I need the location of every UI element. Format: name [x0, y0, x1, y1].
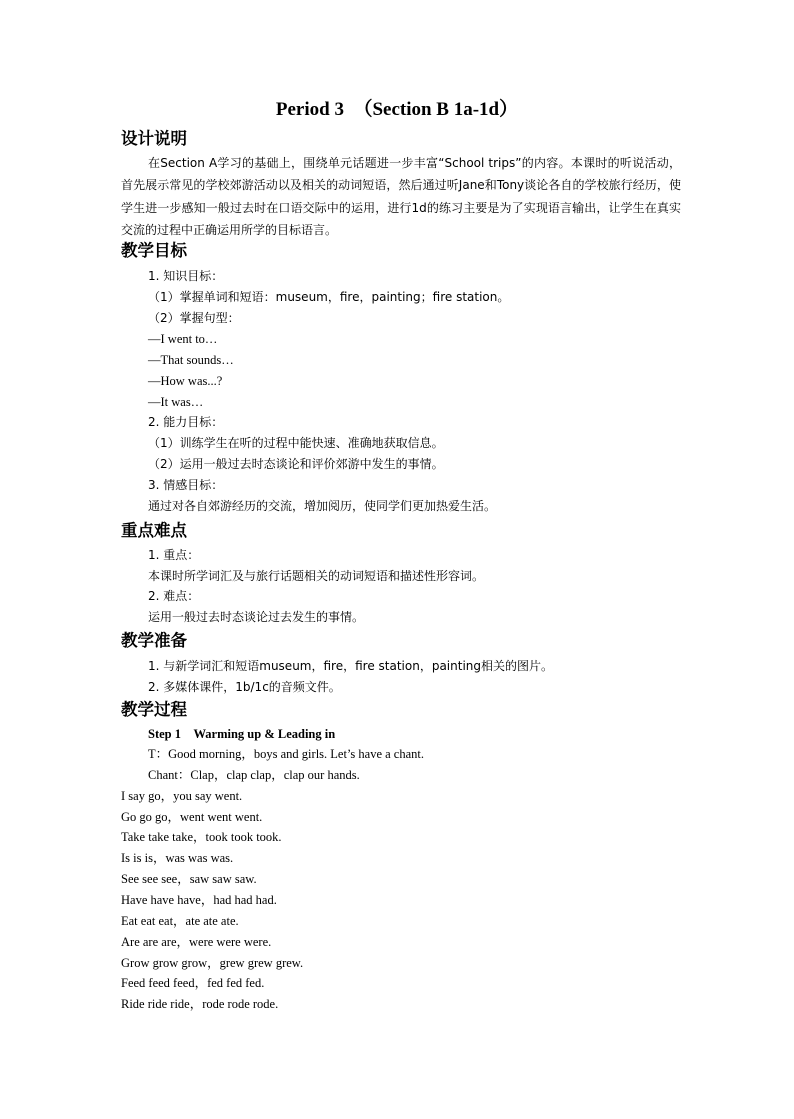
- keypoint-line: 本课时所学词汇及与旅行话题相关的动词短语和描述性形容词。: [148, 569, 485, 583]
- chant-verse: Take take take，took took took.: [121, 830, 282, 844]
- page-title: Period 3 （Section B 1a-1d）: [275, 99, 519, 120]
- keypoint-line: 运用一般过去时态谈论过去发生的事情。: [148, 610, 365, 624]
- section-heading-goals: 教学目标: [121, 241, 187, 260]
- goal-line: —How was...?: [148, 374, 223, 388]
- chant-verse: Go go go，went went went.: [121, 810, 263, 824]
- keypoint-line: 2. 难点：: [148, 589, 200, 603]
- prep-line: 1. 与新学词汇和短语museum，fire，fire station，painting相关的图片。: [148, 659, 553, 673]
- section-heading-keypoints: 重点难点: [121, 521, 187, 540]
- chant-verse: Is is is，was was was.: [121, 851, 234, 865]
- goal-line: —It was…: [148, 395, 204, 409]
- goal-line: （1）掌握单词和短语：museum，fire，painting；fire station。: [148, 290, 510, 304]
- section-heading-design: 设计说明: [121, 129, 187, 148]
- keypoint-line: 1. 重点：: [148, 548, 200, 562]
- chant-verse: See see see，saw saw saw.: [121, 872, 257, 886]
- goal-line: —I went to…: [148, 332, 218, 346]
- goal-line: —That sounds…: [148, 353, 234, 367]
- chant-line: Chant：Clap，clap clap，clap our hands.: [148, 768, 360, 782]
- chant-verse: I say go，you say went.: [121, 789, 243, 803]
- goal-line: （2）掌握句型：: [148, 311, 240, 325]
- goal-line: 1. 知识目标：: [148, 269, 224, 283]
- goal-line: 通过对各自郊游经历的交流，增加阅历，使同学们更加热爱生活。: [148, 499, 497, 513]
- chant-verse: Eat eat eat，ate ate ate.: [121, 914, 239, 928]
- goal-line: 3. 情感目标：: [148, 478, 224, 492]
- chant-verse: Grow grow grow，grew grew grew.: [121, 956, 304, 970]
- teacher-line: T：Good morning，boys and girls. Let’s have a chant.: [148, 747, 424, 761]
- chant-verse: Are are are，were were were.: [121, 935, 272, 949]
- chant-verse: Feed feed feed，fed fed fed.: [121, 976, 265, 990]
- section-heading-process: 教学过程: [121, 700, 187, 719]
- section-heading-prep: 教学准备: [121, 631, 187, 650]
- chant-verse: Ride ride ride，rode rode rode.: [121, 997, 279, 1011]
- design-paragraph: 在Section A学习的基础上，围绕单元话题进一步丰富“School trips”的内容。本课时的听说活动，首先展示常见的学校郊游活动以及相关的动词短语，然后通过听Jane和Tony谈论各自的学校旅行经历，使学生进一步感知一般过去时在口语交际中的运用，进行1d的练习主要是为了实现语言输出，让学生在真实交流的过程中正确运用所学的目标语言。: [121, 156, 681, 237]
- goal-line: （2）运用一般过去时态谈论和评价郊游中发生的事情。: [148, 457, 444, 471]
- chant-verse: Have have have，had had had.: [121, 893, 277, 907]
- step-heading: Step 1 Warming up & Leading in: [148, 727, 336, 741]
- prep-line: 2. 多媒体课件，1b/1c的音频文件。: [148, 680, 341, 694]
- goal-line: 2. 能力目标：: [148, 415, 224, 429]
- goal-line: （1）训练学生在听的过程中能快速、准确地获取信息。: [148, 436, 444, 450]
